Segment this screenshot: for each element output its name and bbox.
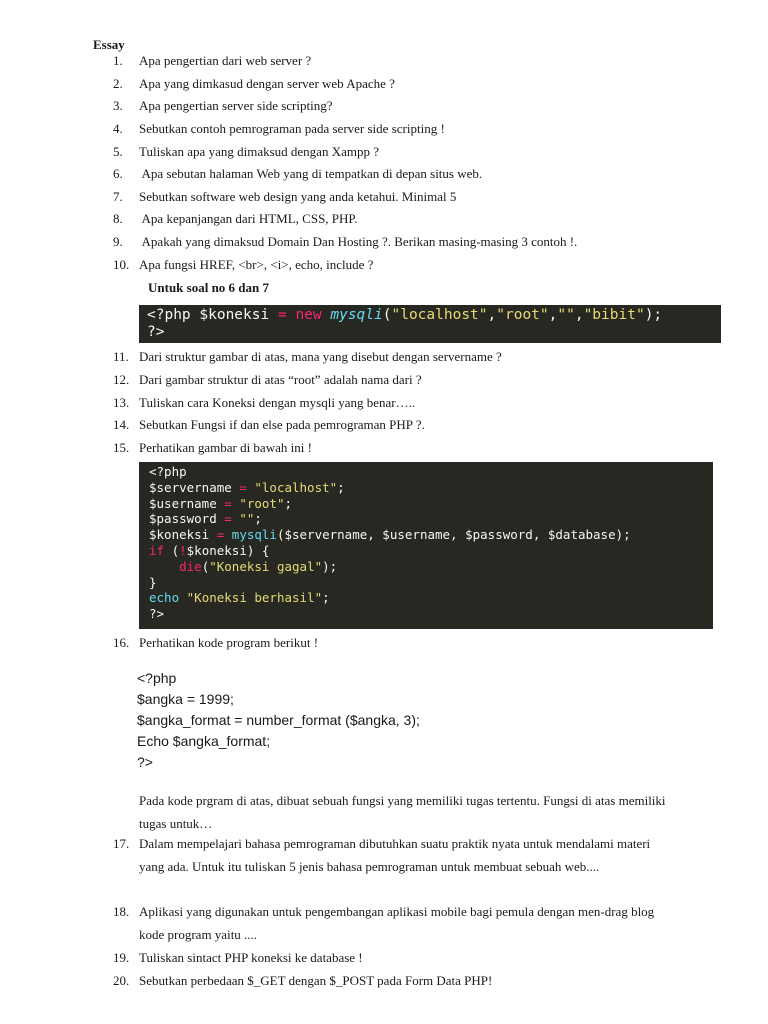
question-number: 19. (113, 950, 130, 965)
code-line: Echo $angka_format; (137, 733, 271, 749)
question-12 (113, 372, 422, 388)
code-token: $servername (149, 479, 232, 495)
code-token: $koneksi (149, 527, 210, 543)
question-4 (113, 121, 445, 137)
code-token: $koneksi) { (186, 542, 270, 558)
question-19 (113, 950, 363, 966)
question-text: Apa pengertian dari web server ? (139, 53, 312, 68)
code-token: "root" (239, 495, 285, 511)
code-line: $angka = 1999; (137, 691, 234, 707)
code-token: <?php (149, 464, 187, 479)
code-token: , (487, 307, 497, 323)
question-20 (113, 973, 492, 989)
code-token: = (209, 527, 232, 543)
code-token: "" (557, 307, 575, 323)
question-text: Apa yang dimkasud dengan server web Apache ? (139, 76, 395, 91)
question-number: 13. (113, 395, 130, 410)
code-token: $password (149, 511, 217, 527)
question-number: 12. (113, 372, 130, 387)
question-text: Sebutkan software web design yang anda ketahui. Minimal 5 (139, 189, 457, 204)
code-token: mysqli (330, 307, 383, 323)
question-5 (113, 144, 379, 160)
code-token: ; (322, 590, 330, 606)
question-number: 1. (113, 53, 123, 68)
code-token: ( (201, 558, 210, 574)
code-token: ?> (149, 606, 165, 622)
code-line: ?> (137, 754, 153, 770)
question-number: 5. (113, 144, 123, 159)
code-token: echo (149, 590, 180, 606)
code-token: $koneksi (199, 307, 270, 323)
question-17 (113, 833, 673, 878)
code-block-number-format (137, 668, 420, 773)
code-token: "Koneksi berhasil" (186, 590, 323, 606)
question-text: Tuliskan apa yang dimaksud dengan Xampp ? (139, 144, 379, 159)
code-token: new (295, 307, 331, 323)
question-text: Apa pengertian server side scripting? (139, 98, 333, 113)
question-text: Sebutkan perbedaan $_GET dengan $_POST pada Form Data PHP! (139, 973, 493, 988)
code-token: = (216, 495, 240, 511)
question-number: 9. (113, 234, 123, 249)
question-14 (113, 417, 425, 433)
code-token: $username (149, 495, 217, 511)
question-number: 10. (113, 257, 130, 272)
question-10 (113, 257, 373, 273)
question-text: Tuliskan cara Koneksi dengan mysqli yang benar….. (139, 395, 416, 410)
code-token: } (149, 574, 157, 590)
question-number: 4. (113, 121, 123, 136)
question-6 (113, 166, 482, 182)
code-token: ; (284, 495, 292, 511)
code-token: = (269, 307, 296, 323)
code-token: <?php (147, 307, 200, 323)
question-16-paragraph: Pada kode prgram di atas, dibuat sebuah fungsi yang memiliki tugas tertentu. Fungsi di atas memiliki tugas untuk… (139, 793, 666, 831)
question-number: 18. (113, 904, 130, 919)
code-block-mysqli (139, 462, 713, 629)
question-number: 14. (113, 417, 130, 432)
question-number: 2. (113, 76, 123, 91)
section-heading: Essay (93, 37, 125, 52)
question-3 (113, 98, 332, 114)
code-token: ! (179, 542, 187, 558)
question-number: 3. (113, 98, 123, 113)
question-text: Dari gambar struktur di atas “root” adalah nama dari ? (139, 372, 422, 387)
code-token: "Koneksi gagal" (209, 558, 323, 574)
question-16 (113, 635, 318, 651)
code-token: = (216, 511, 240, 527)
code-token: = (231, 479, 255, 495)
question-text: Apa sebutan halaman Web yang di tempatkan di depan situs web. (139, 166, 483, 181)
question-7 (113, 189, 456, 205)
question-13 (113, 395, 415, 411)
code-line: $angka_format = number_format ($angka, 3); (137, 712, 420, 728)
code-token: "" (239, 511, 255, 527)
question-number: 20. (113, 973, 130, 988)
question-15 (113, 440, 312, 456)
code-token: die (179, 558, 202, 574)
code-token: "localhost" (254, 479, 338, 495)
question-number: 7. (113, 189, 123, 204)
question-text: Apa kepanjangan dari HTML, CSS, PHP. (139, 211, 358, 226)
question-18 (113, 901, 673, 946)
question-number: 16. (113, 635, 130, 650)
question-11 (113, 349, 502, 365)
code-token (179, 590, 187, 605)
question-number: 15. (113, 440, 130, 455)
question-number: 17. (113, 836, 130, 851)
code-token: ); (322, 558, 338, 574)
code-line: <?php (137, 670, 177, 686)
code-token: ( (164, 542, 180, 558)
question-text: Perhatikan kode program berikut ! (139, 635, 319, 650)
question-8 (113, 211, 357, 227)
question-text: Dalam mempelajari bahasa pemrograman dibutuhkan suatu praktik nyata untuk mendalami materi yang ada. Untuk itu tuliskan 5 jenis bahasa pemrograman untuk membuat sebuah web.... (139, 836, 651, 874)
question-text: Apakah yang dimaksud Domain Dan Hosting ?. Berikan masing-masing 3 contoh !. (139, 234, 578, 249)
question-text: Aplikasi yang digunakan untuk pengembangan aplikasi mobile bagi pemula dengan men-drag blog kode program yaitu .... (139, 904, 655, 942)
question-2 (113, 76, 395, 92)
code-token: ; (337, 479, 345, 495)
code-token (149, 559, 179, 574)
question-text: Tuliskan sintact PHP koneksi ke database ! (139, 950, 363, 965)
code-token: ( (382, 307, 392, 323)
code-token: "bibit" (583, 307, 645, 323)
code-token: , (574, 307, 584, 323)
code-token: "root" (496, 307, 549, 323)
question-1 (113, 53, 311, 69)
question-text: Sebutkan Fungsi if dan else pada pemrograman PHP ?. (139, 417, 425, 432)
question-number: 6. (113, 166, 123, 181)
code-caption: Untuk soal no 6 dan 7 (148, 280, 270, 295)
code-token: , (548, 307, 558, 323)
question-9 (113, 234, 577, 250)
code-token: "localhost" (391, 307, 488, 323)
question-text: Perhatikan gambar di bawah ini ! (139, 440, 312, 455)
code-token: ?> (147, 324, 165, 340)
code-token: ; (254, 511, 262, 527)
code-token: if (149, 542, 165, 558)
question-text: Sebutkan contoh pemrograman pada server side scripting ! (139, 121, 445, 136)
question-text: Apa fungsi HREF, <br>, <i>, echo, include ? (139, 257, 374, 272)
code-token: mysqli (231, 527, 277, 543)
code-token: ); (644, 307, 663, 323)
code-block-connection (139, 305, 721, 343)
code-token: ($servername, $username, $password, $database); (276, 527, 631, 543)
question-number: 8. (113, 211, 123, 226)
question-text: Dari struktur gambar di atas, mana yang disebut dengan servername ? (139, 349, 502, 364)
question-number: 11. (113, 349, 129, 364)
